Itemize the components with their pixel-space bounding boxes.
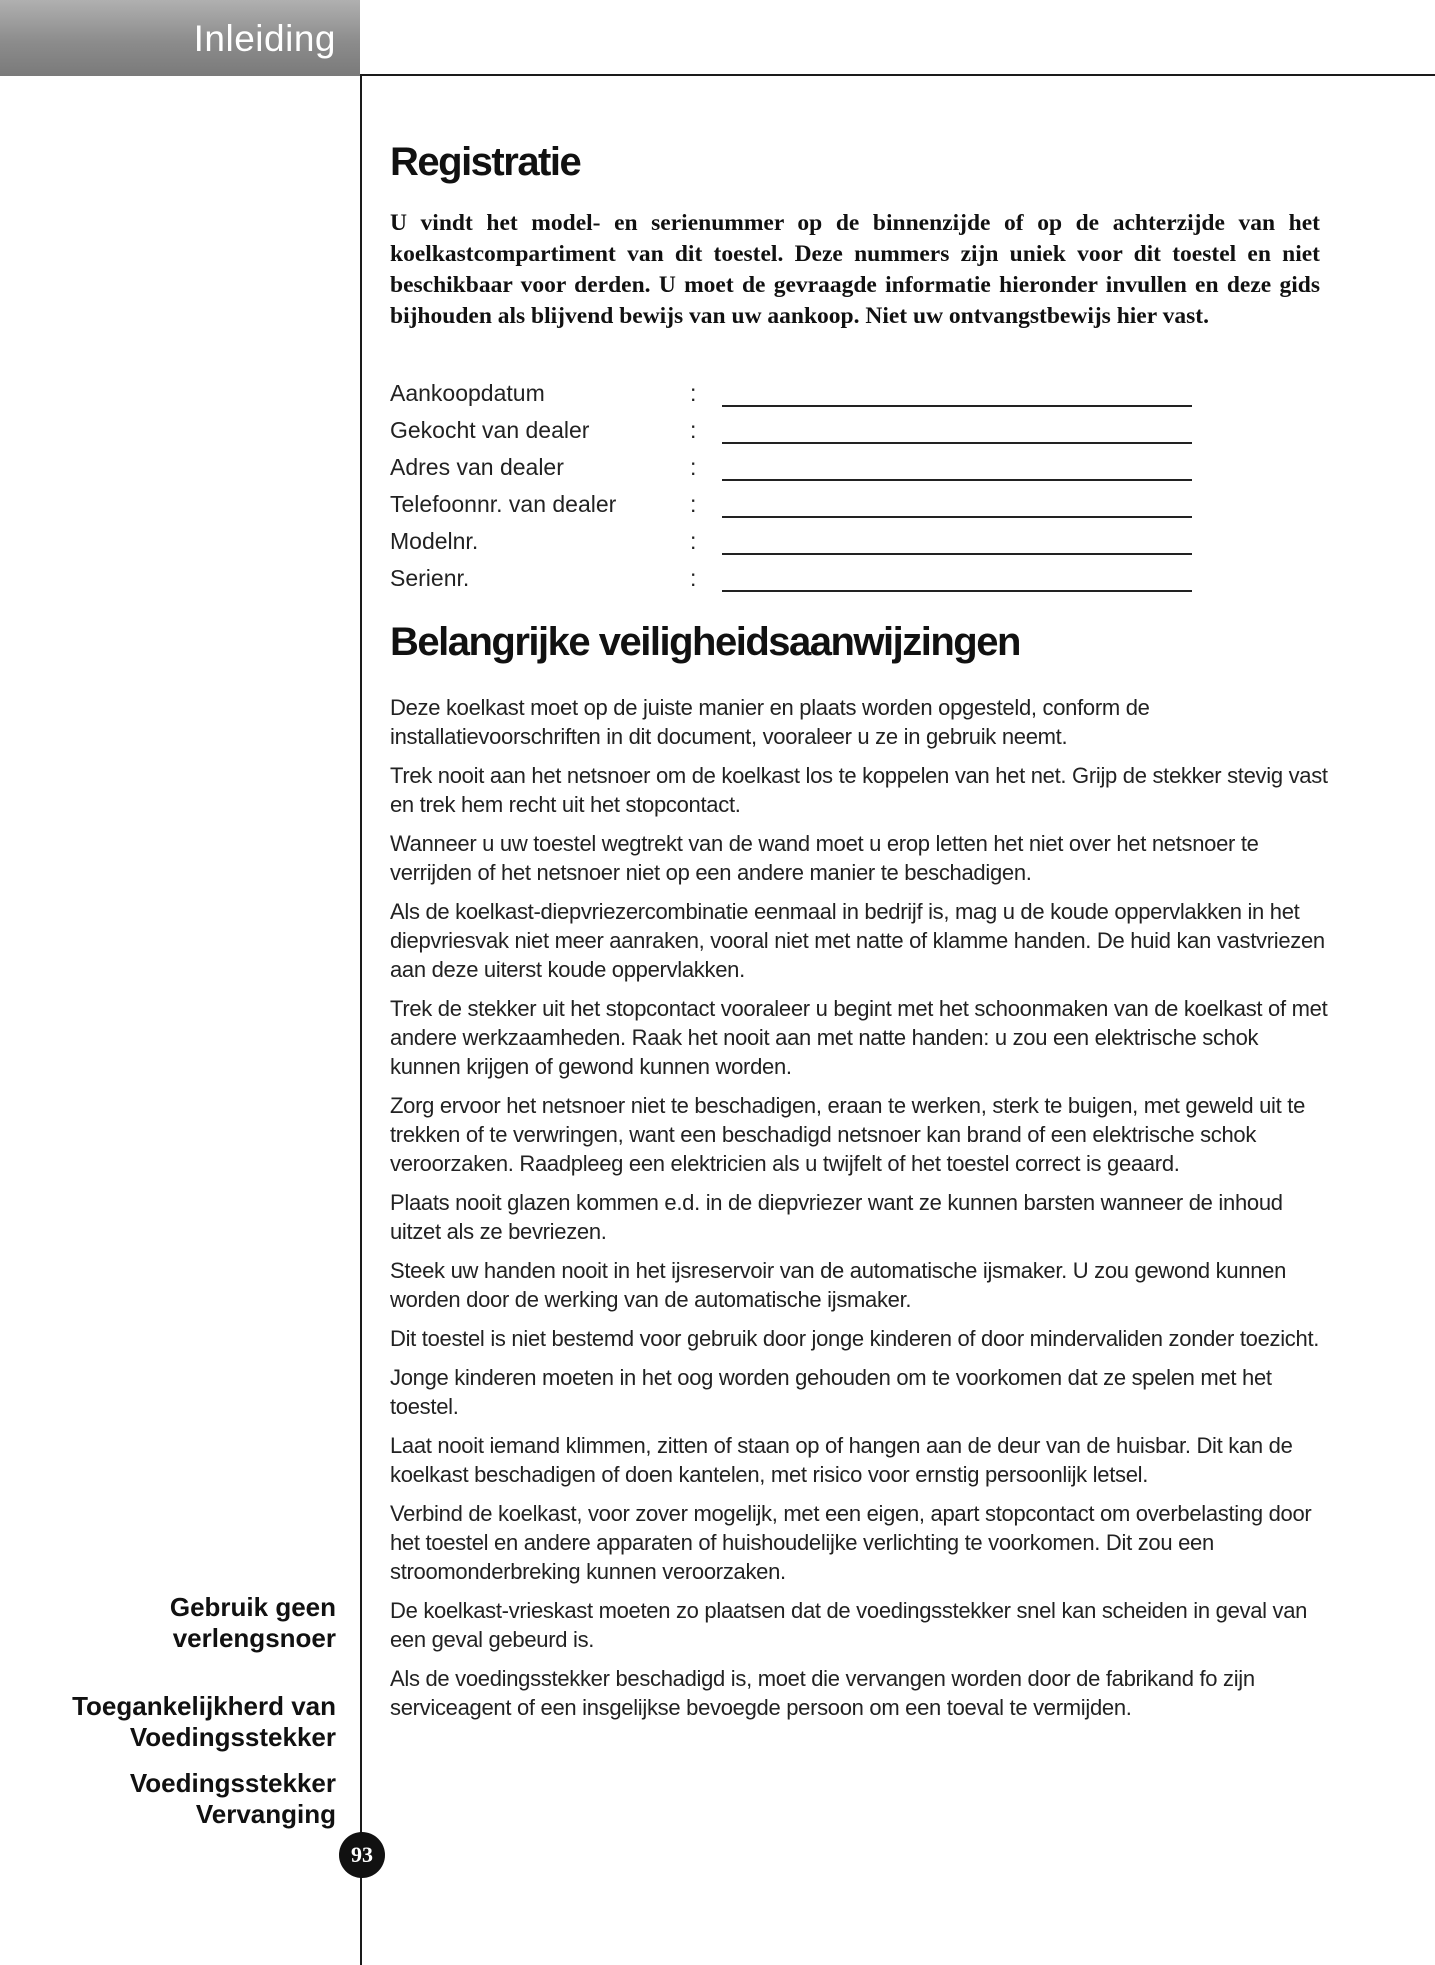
safety-paragraph: Dit toestel is niet bestemd voor gebruik door jonge kinderen of door mindervaliden zonder toezicht.: [390, 1326, 1320, 1351]
field-colon: :: [690, 380, 697, 406]
safety-paragraph: Als de voedingsstekker beschadigd is, moet die vervangen worden door de fabrikand fo zijn serviceagent of een insgelijkse bevoegde persoon om een toeval te vermijden.: [390, 1666, 1255, 1720]
fill-in-line[interactable]: [722, 553, 1192, 555]
fill-in-line[interactable]: [722, 442, 1192, 444]
field-label: Adres van dealer: [390, 454, 564, 480]
safety-paragraph: Steek uw handen nooit in het ijsreservoir van de automatische ijsmaker. U zou gewond kunnen worden door de werking van de automatische ijsmaker.: [390, 1258, 1287, 1312]
field-colon: :: [690, 565, 697, 591]
safety-paragraph: Als de koelkast-diepvriezercombinatie eenmaal in bedrijf is, mag u de koude oppervlakken in het diepvriesvak niet meer aanraken, vooral niet met natte of klamme handen. De huid kan vastvriezen aan deze uiterst koude oppervlakken.: [390, 899, 1325, 982]
safety-paragraph: Trek de stekker uit het stopcontact vooraleer u begint met het schoonmaken van de koelkast of met andere werkzaamheden. Raak het nooit aan met natte handen: u zou een elektrische schok kunnen krijgen of gewond kunnen worden.: [390, 996, 1328, 1079]
field-label: Aankoopdatum: [390, 380, 545, 406]
section-tab: [0, 0, 360, 76]
safety-paragraph: De koelkast-vrieskast moeten zo plaatsen dat de voedingsstekker snel kan scheiden in geval van een geval gebeurd is.: [390, 1598, 1308, 1652]
form-row-dealer: [390, 417, 1322, 454]
safety-paragraph: Laat nooit iemand klimmen, zitten of staan op of hangen aan de deur van de huisbar. Dit kan de koelkast beschadigen of doen kantelen, met risico voor ernstig persoonlijk letsel.: [390, 1433, 1293, 1487]
safety-paragraph: Zorg ervoor het netsnoer niet te beschadigen, eraan te werken, sterk te buigen, met geweld uit te trekken of te verwringen, want een beschadigd netsnoer kan brand of een elektrische schok veroorzaken. Raadpleeg een elektricien als u twijfelt of het toestel correct is geaard.: [390, 1093, 1306, 1176]
fill-in-line[interactable]: [722, 479, 1192, 481]
safety-heading: Belangrijke veiligheidsaanwijzingen: [390, 620, 1020, 664]
safety-paragraph: Verbind de koelkast, voor zover mogelijk, met een eigen, apart stopcontact om overbelasting door het toestel en andere apparaten of huishoudelijke verlichting te voorkomen. Dit zou een stroomonderbreking kunnen veroorzaken.: [390, 1501, 1312, 1584]
fill-in-line[interactable]: [722, 405, 1192, 407]
registration-heading: Registratie: [390, 140, 581, 184]
form-row-serial-number: [390, 565, 1322, 602]
safety-paragraph: Wanneer u uw toestel wegtrekt van de wand moet u erop letten het niet over het netsnoer te verrijden of het netsnoer niet op een andere manier te beschadigen.: [390, 831, 1259, 885]
safety-instructions: [390, 693, 1330, 1732]
sidebar-note-plug-access: Toegankelijkherd van Voedingsstekker: [72, 1691, 336, 1752]
fill-in-line[interactable]: [722, 516, 1192, 518]
fill-in-line[interactable]: [722, 590, 1192, 592]
field-colon: :: [690, 528, 697, 554]
sidebar-note-extension-cord: Gebruik geen verlengsnoer: [169, 1592, 336, 1653]
sidebar-note-plug-replacement: Voedingsstekker Vervanging: [129, 1768, 336, 1829]
form-row-purchase-date: [390, 380, 1322, 417]
margin-divider: [360, 76, 362, 1965]
section-title: Inleiding: [193, 18, 336, 59]
header-rule: [360, 74, 1435, 76]
field-colon: :: [690, 454, 697, 480]
registration-intro: U vindt het model- en serienummer op de binnenzijde of op de achterzijde van het koelkastcompartiment van dit toestel. Deze nummers zijn uniek voor dit toestel en niet beschikbaar voor derden. U moet de gevraagde informatie hieronder invullen en deze gids bijhouden als blijvend bewijs van uw aankoop. Niet uw ontvangstbewijs hier vast.: [390, 210, 1320, 329]
safety-paragraph: Deze koelkast moet op de juiste manier en plaats worden opgesteld, conform de installatievoorschriften in dit document, vooraleer u ze in gebruik neemt.: [390, 695, 1150, 749]
field-label: Serienr.: [390, 565, 470, 591]
field-label: Gekocht van dealer: [390, 417, 590, 443]
safety-paragraph: Plaats nooit glazen kommen e.d. in de diepvriezer want ze kunnen barsten wanneer de inhoud uitzet als ze bevriezen.: [390, 1190, 1283, 1244]
safety-paragraph: Trek nooit aan het netsnoer om de koelkast los te koppelen van het net. Grijp de stekker stevig vast en trek hem recht uit het stopcontact.: [390, 763, 1328, 817]
field-label: Telefoonnr. van dealer: [390, 491, 617, 517]
form-row-dealer-phone: [390, 491, 1322, 528]
field-label: Modelnr.: [390, 528, 479, 554]
safety-paragraph: Jonge kinderen moeten in het oog worden gehouden om te voorkomen dat ze spelen met het toestel.: [390, 1365, 1272, 1419]
page-number: 93: [339, 1832, 385, 1878]
field-colon: :: [690, 491, 697, 517]
form-row-model-number: [390, 528, 1322, 565]
form-row-dealer-address: [390, 454, 1322, 491]
field-colon: :: [690, 417, 697, 443]
